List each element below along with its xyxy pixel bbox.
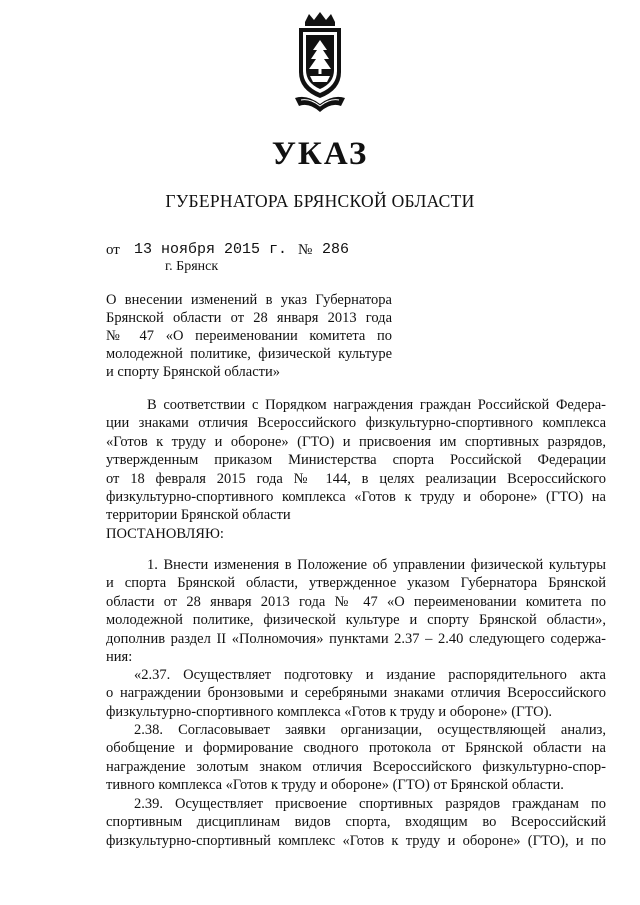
item-2-37-paragraph [106,666,606,721]
text-line: и спорта Брянской области, утвержденное указом Губернатора Брянской [106,575,606,592]
item-1-paragraph [106,556,606,666]
item-2-38-paragraph [106,721,606,795]
text-line: области от 28 января 2013 года № 47 «О переименовании комитета по [106,593,606,610]
text-line: обобщение и формирование сводного протокола от Брянской области на [106,740,606,757]
text-line: дополнив раздел II «Полномочия» пунктами 2.37 – 2.40 следующего содержа- [106,630,606,647]
decree-subject [106,291,392,381]
subject-line: молодежной политике, физической культуре [106,346,392,362]
text-line: награждение золотым знаком отличия Всероссийского физкультурно-спор- [106,758,606,775]
document-title: УКАЗ [271,136,369,172]
subject-line: Брянской области от 28 января 2013 года [106,310,392,326]
preamble-paragraph [106,396,606,543]
text-line: физкультурно-спортивный комплекс «Готов к труду и обороне» (ГТО), и по [106,832,606,849]
text-line: ции знаками отличия Всероссийского физкультурно-спортивного комплекса [106,415,606,432]
document-subtitle: ГУБЕРНАТОРА БРЯНСКОЙ ОБЛАСТИ [165,191,475,211]
text-line: утвержденным приказом Министерства спорта Российской Федерации [106,452,606,469]
text-line: 2.39. Осуществляет присвоение спортивных разрядов гражданам по [134,796,606,812]
item-2-39-paragraph [106,795,606,850]
text-line: территории Брянской области [106,507,291,524]
text-line: ния: [106,649,133,666]
text-line: физкультурно-спортивного комплекса «Готов к труду и обороне» (ГТО). [106,703,553,720]
text-line: «Готов к труду и обороне» (ГТО) и присвоения им спортивных разрядов, [106,433,606,450]
from-label: от [106,242,120,258]
text-line: спортивным дисциплинам видов спорта, входящим во Всероссийский [106,814,606,831]
decree-word: ПОСТАНОВЛЯЮ: [106,525,224,542]
text-line: от 18 февраля 2015 года № 144, в целях реализации Всероссийского [106,470,606,487]
text-line: 1. Внести изменения в Положение об управлении физической культуры [147,557,606,573]
coat-of-arms-emblem [289,12,351,114]
text-line: 2.38. Согласовывает заявки организации, осуществляющей анализ, [134,722,606,738]
decree-number: 286 [322,241,350,258]
text-line: о награждении бронзовыми и серебряными знаками отличия Всероссийского [106,685,606,702]
text-line: «2.37. Осуществляет подготовку и издание распорядительного акта [134,667,606,683]
text-line: молодежной политике, физической культуре и спорту Брянской области», [106,612,606,629]
number-label: № [298,242,313,258]
decree-date: 13 ноября 2015 г. [134,241,288,258]
city-label: г. Брянск [165,259,219,274]
text-line: физкультурно-спортивного комплекса «Готов к труду и обороне» (ГТО) на [106,489,606,506]
subject-line: О внесении изменений в указ Губернатора [106,292,392,308]
subject-line: и спорту Брянской области» [106,364,281,380]
subject-line: № 47 «О переименовании комитета по [106,328,392,344]
text-line: В соответствии с Порядком награждения граждан Российской Федера- [147,397,606,413]
text-line: тивного комплекса «Готов к труду и обороне» (ГТО) от Брянской области. [106,777,564,794]
